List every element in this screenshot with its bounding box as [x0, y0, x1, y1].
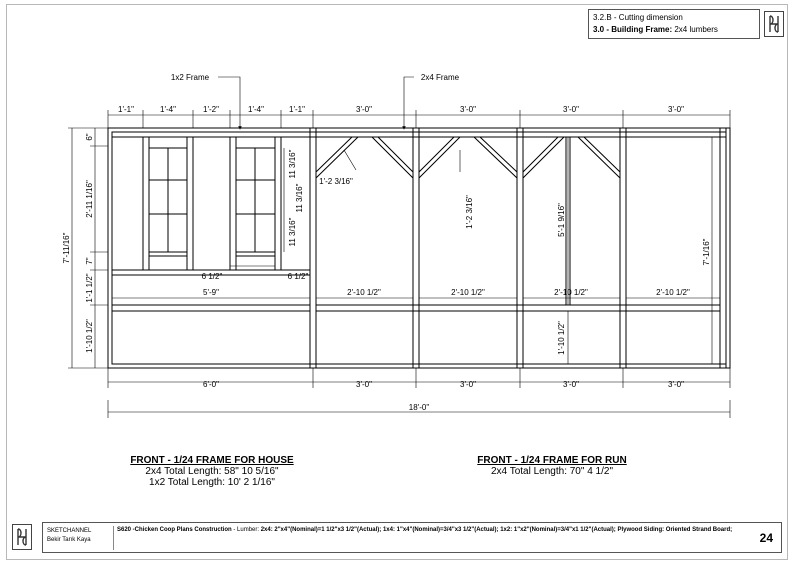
dim-label: 6" — [85, 133, 94, 141]
house-caption-line2: 1x2 Total Length: 10' 2 1/16" — [149, 477, 275, 488]
footer-description: S620 -Chicken Coop Plans Construction - Lumber: 2x4: 2"x4"(Nominal)=1 1/2"x3 1/2"(Actual); 1x4: 1"x4"(Nominal)=3/4"x3 1/2"(Actual); 1x2: 1"x2"(Nominal)=3/4"x1 1/2"(Actual); Plywood Siding: Oriented Strand Board; — [113, 526, 753, 550]
house-run-divider-stud — [310, 128, 316, 368]
house-caption-line1: 2x4 Total Length: 58" 10 5/16" — [145, 466, 279, 477]
page-number: 24 — [759, 531, 773, 545]
dim-label: 1'-1" — [118, 105, 134, 114]
dim-label: 3'-0" — [460, 380, 476, 389]
dim-label: 5'-1 9/16" — [557, 203, 566, 237]
dim-label: 2'-10 1/2" — [656, 288, 690, 297]
dim-label: 1'-4" — [248, 105, 264, 114]
callout-2x4-frame: 2x4 Frame — [420, 73, 460, 82]
dim-label: 1'-2 3/16" — [319, 177, 353, 186]
dim-label: 3'-0" — [668, 105, 684, 114]
dim-label: 1'-1 1/2" — [85, 273, 94, 303]
brand-author: Bekir Tarık Kaya — [47, 537, 91, 543]
run-stud-2 — [517, 128, 523, 368]
callout-1x2-frame: 1x2 Frame — [170, 73, 210, 82]
run-stud-3 — [620, 128, 626, 368]
dim-label: 2'-10 1/2" — [451, 288, 485, 297]
dim-label: 11 3/16" — [288, 217, 297, 247]
dim-label: 11 3/16" — [295, 183, 304, 213]
section-subtitle: 3.0 - Building Frame: 2x4 lumbers — [593, 25, 718, 34]
dim-label: 2'-11 1/16" — [85, 180, 94, 218]
footer-block — [42, 522, 782, 553]
dim-label: 3'-0" — [356, 380, 372, 389]
section-title: 3.2.B - Cutting dimension — [593, 13, 683, 22]
dim-label: 7" — [85, 257, 94, 265]
dim-label: 2'-10 1/2" — [347, 288, 381, 297]
dim-label: 1'-2 3/16" — [465, 195, 474, 229]
dim-label: 6 1/2" — [287, 272, 309, 281]
dim-label: 5'-9" — [203, 288, 219, 297]
dim-label: 1'-2" — [203, 105, 219, 114]
dim-label: 3'-0" — [563, 105, 579, 114]
dim-label: 3'-0" — [356, 105, 372, 114]
dim-label: 1'-1" — [289, 105, 305, 114]
dim-label: 1'-4" — [160, 105, 176, 114]
dim-label: 7'-1/16" — [702, 238, 711, 266]
dim-total-length: 18'-0" — [408, 403, 430, 412]
run-caption-line1: 2x4 Total Length: 70" 4 1/2" — [490, 466, 613, 477]
logo-icon — [12, 524, 32, 550]
dim-label: 3'-0" — [460, 105, 476, 114]
brand-name: SKETCHANNEL — [47, 528, 92, 534]
dim-label: 6 1/2" — [201, 272, 223, 281]
dim-label: 1'-10 1/2" — [557, 321, 566, 355]
dim-label: 3'-0" — [563, 380, 579, 389]
dim-label: 3'-0" — [668, 380, 684, 389]
dim-label: 6'-0" — [203, 380, 219, 389]
house-caption — [112, 455, 312, 488]
dim-overall-height: 7'-11/16" — [62, 232, 71, 264]
dim-label: 1'-10 1/2" — [85, 319, 94, 353]
house-caption-title: FRONT - 1/24 FRAME FOR HOUSE — [130, 455, 294, 466]
footer-brand — [47, 527, 109, 545]
run-stud-right — [720, 128, 726, 368]
dim-label: 11 3/16" — [288, 149, 297, 179]
dim-label: 2'-10 1/2" — [554, 288, 588, 297]
run-stud-1 — [413, 128, 419, 368]
run-caption-title: FRONT - 1/24 FRAME FOR RUN — [477, 455, 627, 466]
run-caption — [452, 455, 652, 477]
